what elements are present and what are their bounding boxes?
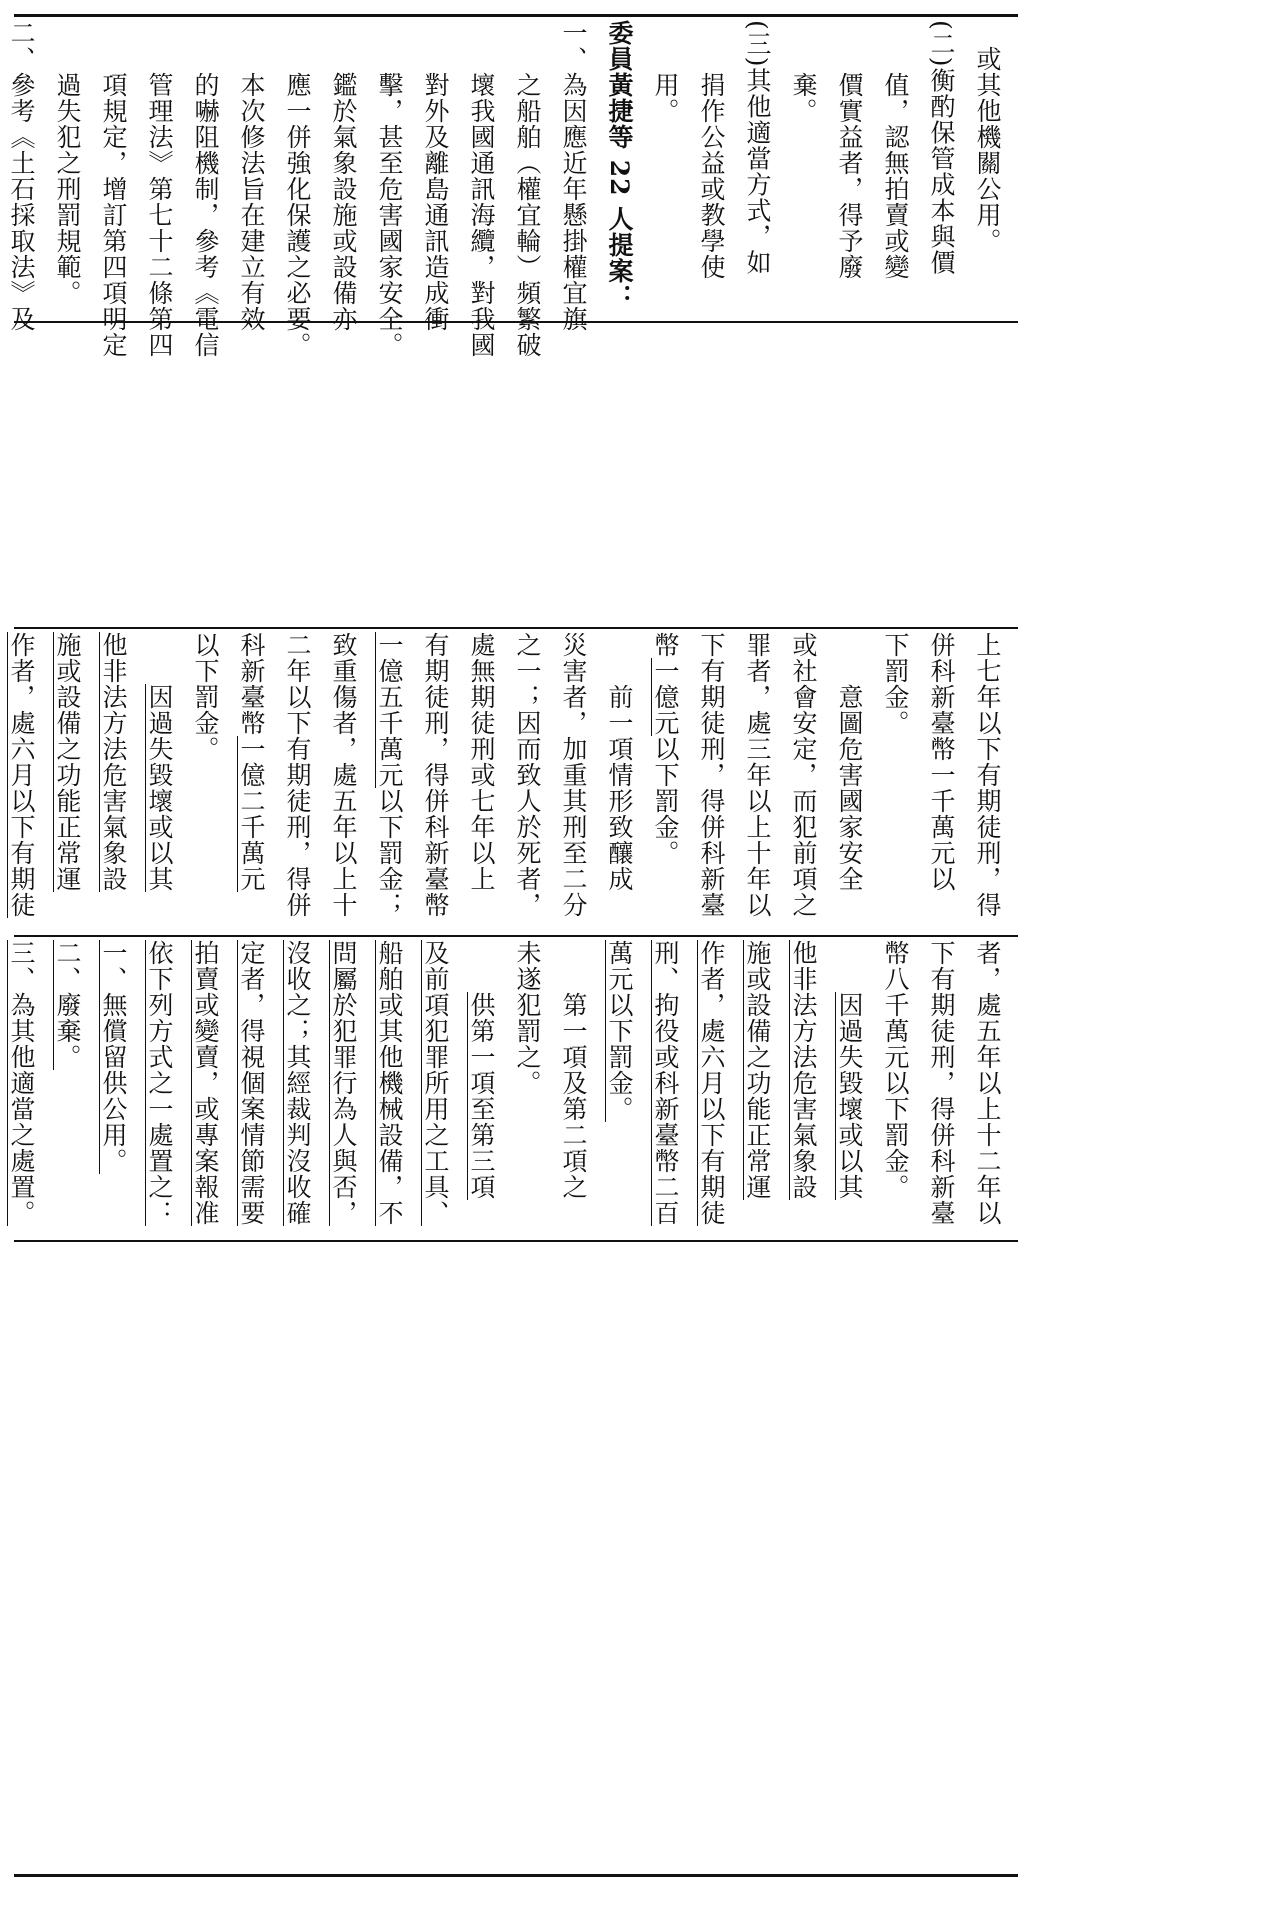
text-segment: 未遂犯罰之。 bbox=[513, 940, 542, 1096]
underlined-amendment-text: 沒收之；其經裁判沒收確 bbox=[283, 940, 312, 1226]
text-column bbox=[688, 940, 734, 1226]
text-column bbox=[274, 20, 320, 358]
text-column bbox=[136, 20, 182, 358]
top-border-rule bbox=[14, 14, 1018, 17]
text-column bbox=[320, 20, 366, 332]
text-column bbox=[274, 940, 320, 1226]
text-segment: 或其他機關公用。 bbox=[973, 20, 1002, 254]
text-column bbox=[964, 632, 1010, 918]
text-segment: (三)其他適當方式，如 bbox=[743, 20, 772, 276]
text-column bbox=[918, 20, 964, 276]
text-column bbox=[182, 940, 228, 1226]
text-segment bbox=[828, 940, 870, 992]
text-column bbox=[90, 20, 136, 358]
underlined-amendment-text: 作者，處六月以下有期徒 bbox=[7, 632, 36, 918]
underlined-amendment-text: 作者，處六月以下有期徒 bbox=[697, 940, 726, 1226]
underlined-amendment-text: 施或設備之功能正常運 bbox=[743, 940, 772, 1200]
text-column bbox=[918, 632, 964, 892]
text-segment: 下有期徒刑，得併科新臺 bbox=[927, 940, 956, 1226]
text-column bbox=[734, 20, 780, 276]
underlined-amendment-text: 刑、拘役或科新臺幣二百 bbox=[651, 940, 680, 1226]
text-segment: 之船舶（權宜輪）頻繁破 bbox=[513, 20, 542, 358]
proposal-heading bbox=[596, 20, 642, 310]
text-column bbox=[642, 20, 688, 124]
underlined-amendment-text: 他非法方法危害氣象設 bbox=[789, 940, 818, 1200]
text-segment: 者，處五年以上十二年以 bbox=[973, 940, 1002, 1226]
text-segment: 二年以下有期徒刑，得併 bbox=[283, 632, 312, 918]
text-column bbox=[780, 940, 826, 1200]
underlined-amendment-text: 問屬於犯罪行為人與否， bbox=[329, 940, 358, 1226]
text-column bbox=[642, 940, 688, 1226]
text-column bbox=[366, 20, 412, 358]
text-column bbox=[596, 632, 642, 892]
text-column bbox=[366, 940, 412, 1226]
text-column bbox=[780, 632, 826, 918]
text-column bbox=[136, 632, 182, 892]
underlined-amendment-text: 他非法方法危害氣象設 bbox=[99, 632, 128, 892]
underlined-amendment-text: 施或設備之功能正常運 bbox=[53, 632, 82, 892]
text-column bbox=[458, 632, 504, 892]
text-column bbox=[182, 20, 228, 358]
text-column bbox=[458, 940, 504, 1200]
text-segment: 上七年以下有期徒刑，得 bbox=[973, 632, 1002, 918]
text-block-middle bbox=[7, 632, 1010, 932]
text-column bbox=[274, 632, 320, 918]
text-column bbox=[228, 20, 274, 332]
text-column bbox=[596, 940, 642, 1122]
text-segment: 幣八千萬元以下罰金。 bbox=[881, 940, 910, 1200]
text-segment: 罪者，處三年以上十年以 bbox=[743, 632, 772, 918]
text-column bbox=[826, 632, 872, 892]
text-segment: 以下罰金。 bbox=[651, 736, 680, 866]
text-segment: 管理法》第七十二條第四 bbox=[145, 20, 174, 358]
text-segment: 以下罰金。 bbox=[191, 632, 220, 762]
text-segment: 一、為因應近年懸掛權宜旗 bbox=[559, 20, 588, 332]
text-segment: 處無期徒刑或七年以上 bbox=[467, 632, 496, 892]
underlined-amendment-text: 供第一項至第三項 bbox=[467, 992, 496, 1200]
text-column bbox=[412, 632, 458, 918]
text-column bbox=[550, 20, 596, 332]
text-segment: 或社會安定，而犯前項之 bbox=[789, 632, 818, 918]
underlined-amendment-text: 及前項犯罪所用之工具、 bbox=[421, 940, 450, 1226]
underlined-amendment-text: 一、無償留供公用。 bbox=[99, 940, 128, 1174]
text-column bbox=[826, 20, 872, 280]
text-segment: 第一項及第二項之 bbox=[559, 940, 588, 1200]
text-column bbox=[504, 632, 550, 918]
text-column bbox=[504, 20, 550, 358]
underlined-amendment-text: 一億五千萬元 bbox=[375, 632, 404, 788]
text-segment: 捐作公益或教學使 bbox=[697, 20, 726, 280]
text-column bbox=[550, 940, 596, 1200]
text-column bbox=[872, 632, 918, 736]
text-column bbox=[826, 940, 872, 1200]
section-separator-4 bbox=[14, 1240, 1018, 1242]
text-segment: 二、參考《土石採取法》及 bbox=[7, 20, 36, 332]
underlined-amendment-text: 一億元 bbox=[651, 658, 680, 736]
text-segment: 項規定，增訂第四項明定 bbox=[99, 20, 128, 358]
bottom-border-rule bbox=[14, 1874, 1018, 1877]
text-segment bbox=[138, 632, 180, 684]
underlined-amendment-text: 因過失毀壞或以其 bbox=[145, 684, 174, 892]
underlined-amendment-text: 一億二千萬元 bbox=[237, 736, 266, 892]
text-column bbox=[688, 20, 734, 280]
text-column bbox=[550, 632, 596, 918]
text-segment: 擊，甚至危害國家安全。 bbox=[375, 20, 404, 358]
text-segment: 前一項情形致釀成 bbox=[605, 632, 634, 892]
text-column bbox=[182, 632, 228, 762]
text-column bbox=[872, 20, 918, 280]
text-segment: 對外及離島通訊造成衝 bbox=[421, 20, 450, 332]
section-separator-3 bbox=[14, 935, 1018, 937]
text-column bbox=[642, 632, 688, 866]
text-column bbox=[90, 940, 136, 1174]
text-segment: 科新臺幣 bbox=[237, 632, 266, 736]
text-column bbox=[504, 940, 550, 1096]
text-segment: 致重傷者，處五年以上十 bbox=[329, 632, 358, 918]
text-segment: 有期徒刑，得併科新臺幣 bbox=[421, 632, 450, 918]
underlined-amendment-text: 萬元以下罰金。 bbox=[605, 940, 634, 1122]
text-column bbox=[320, 940, 366, 1226]
text-column bbox=[0, 20, 44, 332]
text-column bbox=[964, 940, 1010, 1226]
text-segment: 壞我國通訊海纜，對我國 bbox=[467, 20, 496, 358]
text-column bbox=[688, 632, 734, 918]
text-column bbox=[918, 940, 964, 1226]
text-segment: 下罰金。 bbox=[881, 632, 910, 736]
section-separator-2 bbox=[14, 627, 1018, 629]
text-column bbox=[0, 940, 44, 1226]
text-segment: 鑑於氣象設施或設備亦 bbox=[329, 20, 358, 332]
underlined-amendment-text: 拍賣或變賣，或專案報准 bbox=[191, 940, 220, 1226]
text-segment: 意圖危害國家安全 bbox=[835, 632, 864, 892]
text-column bbox=[0, 632, 44, 918]
text-column bbox=[44, 20, 90, 306]
text-block-top bbox=[7, 20, 1010, 358]
underlined-amendment-text: 因過失毀壞或以其 bbox=[835, 992, 864, 1200]
text-block-bottom bbox=[7, 940, 1010, 1236]
text-segment: 價實益者，得予廢 bbox=[835, 20, 864, 280]
text-segment: 應一併強化保護之必要。 bbox=[283, 20, 312, 358]
text-column bbox=[320, 632, 366, 918]
text-segment: 幣 bbox=[651, 632, 680, 658]
text-column bbox=[412, 20, 458, 332]
underlined-amendment-text: 三、為其他適當之處置。 bbox=[7, 940, 36, 1226]
text-segment: 用。 bbox=[651, 20, 680, 124]
text-segment: 災害者，加重其刑至二分 bbox=[559, 632, 588, 918]
underlined-amendment-text: 船舶或其他機械設備，不 bbox=[375, 940, 404, 1226]
underlined-amendment-text: 依下列方式之一處置之： bbox=[145, 940, 174, 1226]
text-column bbox=[412, 940, 458, 1226]
text-column bbox=[872, 940, 918, 1200]
underlined-amendment-text: 定者，得視個案情節需要 bbox=[237, 940, 266, 1226]
text-column bbox=[366, 632, 412, 918]
text-column bbox=[44, 632, 90, 892]
text-segment: (二)衡酌保管成本與價 bbox=[927, 20, 956, 276]
text-column bbox=[458, 20, 504, 358]
text-column bbox=[228, 632, 274, 892]
text-column bbox=[44, 940, 90, 1070]
text-column bbox=[90, 632, 136, 892]
text-column bbox=[734, 940, 780, 1200]
text-segment: 的嚇阻機制，參考《電信 bbox=[191, 20, 220, 358]
text-segment: 併科新臺幣一千萬元以 bbox=[927, 632, 956, 892]
text-segment: 值，認無拍賣或變 bbox=[881, 20, 910, 280]
text-column bbox=[136, 940, 182, 1226]
text-segment: 棄。 bbox=[789, 20, 818, 124]
text-column bbox=[964, 20, 1010, 254]
text-segment: 下有期徒刑，得併科新臺 bbox=[697, 632, 726, 918]
text-column bbox=[780, 20, 826, 124]
text-segment: 委員黃捷等 22 人提案： bbox=[605, 20, 634, 311]
text-column bbox=[734, 632, 780, 918]
text-segment: 本次修法旨在建立有效 bbox=[237, 20, 266, 332]
text-segment: 以下罰金； bbox=[375, 788, 404, 918]
text-column bbox=[228, 940, 274, 1226]
text-segment bbox=[460, 940, 502, 992]
text-segment: 過失犯之刑罰規範。 bbox=[53, 20, 82, 306]
underlined-amendment-text: 二、廢棄。 bbox=[53, 940, 82, 1070]
text-segment: 之一；因而致人於死者， bbox=[513, 632, 542, 918]
